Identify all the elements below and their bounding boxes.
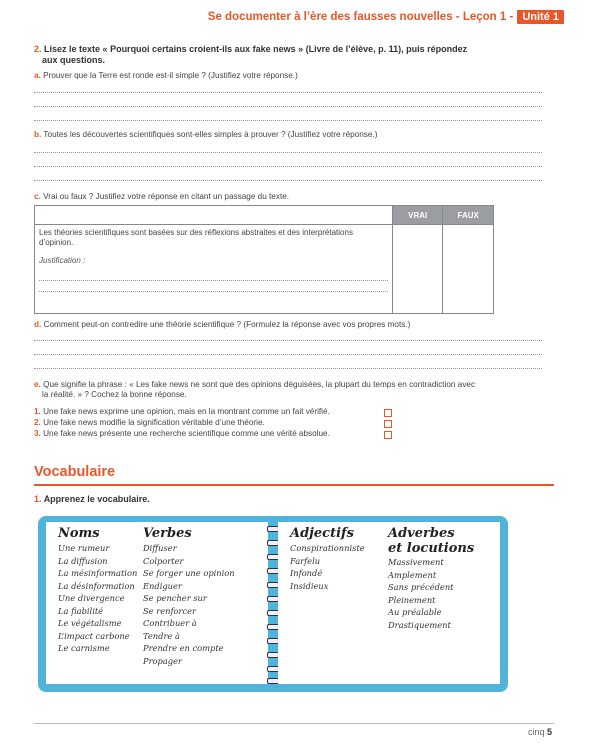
vocab-item: Infondé (290, 568, 323, 578)
vocab-item: Le végétalisme (58, 618, 122, 628)
unit-badge: Unité 1 (517, 10, 564, 24)
option-number: 2. (34, 418, 41, 427)
vocab-item: Prendre en compte (143, 643, 224, 653)
vocab-item: Pleinement (388, 594, 436, 605)
option-number: 1. (34, 407, 41, 416)
vocab-notebook (38, 516, 508, 692)
sub-question-c (34, 192, 289, 202)
vocab-item: L’impact carbone (58, 630, 130, 641)
vocab-item: Colporter (143, 555, 184, 566)
answer-line[interactable] (34, 120, 542, 121)
vocab-item: Insidieux (290, 580, 329, 591)
header-title: Se documenter à l’ère des fausses nouvelles - Leçon 1 - (207, 11, 514, 23)
true-false-table (34, 205, 494, 314)
vocab-item: Propager (143, 655, 182, 666)
adjectifs-heading: Adjectifs (290, 526, 354, 541)
answer-line[interactable] (34, 340, 542, 341)
option-2 (34, 418, 265, 428)
vocab-item: Massivement (388, 557, 444, 567)
vocab-item: Se forger une opinion (143, 568, 235, 578)
justification-line[interactable] (39, 280, 388, 281)
page-number-label: cinq (527, 727, 545, 737)
statement-text: Les théories scientifiques sont basées sur des réflexions abstraites et des interprétations d’opinion. (39, 228, 353, 247)
vocab-item: Conspirationniste (290, 543, 365, 553)
option-1 (34, 407, 330, 417)
label-e: e. (34, 380, 41, 389)
adverbes-heading: Adverbes (388, 526, 455, 541)
col-vrai: VRAI (392, 206, 443, 225)
vocab-item: La désinformation (58, 580, 135, 591)
notebook-left-page (46, 522, 268, 684)
section-divider (34, 484, 554, 486)
adverbes-heading-line2: et locutions (388, 541, 475, 556)
vocab-item: Diffuser (143, 543, 177, 553)
sub-question-e (34, 380, 574, 400)
notebook-right-page (278, 522, 500, 684)
vrai-cell[interactable] (392, 225, 443, 314)
page-header (208, 10, 564, 24)
answer-line[interactable] (34, 180, 542, 181)
text-d: Comment peut-on contredire une théorie scientifique ? (Formulez la réponse avec vos propres mots.) (43, 320, 411, 329)
noms-column (58, 526, 137, 655)
vocab-item: Drastiquement (388, 619, 451, 630)
text-e-line1: Que signifie la phrase : « Les fake news ne sont que des opinions déguisées, la plupart du temps en contradiction avec (43, 380, 476, 389)
vocab-item: Au préalable (388, 607, 442, 617)
vocab-item: La mésinformation (58, 568, 138, 578)
vocab-item: Se renforcer (143, 605, 197, 616)
text-c: Vrai ou faux ? Justifiez votre réponse en citant un passage du texte. (43, 192, 290, 201)
sub-question-b (34, 130, 377, 140)
text-e-line2: la réalité. » ? Cochez la bonne réponse. (42, 390, 187, 399)
verbes-column (143, 526, 235, 667)
answer-line[interactable] (34, 166, 542, 167)
sub-question-a (34, 71, 298, 81)
vocab-item: Se pencher sur (143, 593, 207, 603)
question-text-line2: aux questions. (42, 55, 106, 65)
label-a: a. (34, 71, 41, 80)
vocab-item: Sans précédent (388, 582, 454, 592)
vocab-item: Contribuer à (143, 618, 197, 628)
adjectifs-column (290, 526, 365, 592)
option-3 (34, 429, 330, 439)
adverbes-column (388, 526, 474, 631)
question-2 (34, 44, 574, 66)
answer-line[interactable] (34, 106, 542, 107)
table-header-empty (35, 206, 393, 225)
label-b: b. (34, 130, 42, 139)
statement-cell (35, 225, 393, 314)
option-1-checkbox[interactable] (384, 409, 392, 417)
col-faux: FAUX (443, 206, 494, 225)
noms-heading: Noms (58, 526, 100, 541)
answer-line[interactable] (34, 368, 542, 369)
justification-label: Justification : (39, 256, 86, 265)
vocab-item: Amplement (388, 569, 437, 580)
text-a: Prouver que la Terre est ronde est-il simple ? (Justifiez votre réponse.) (43, 71, 298, 80)
sub-question-d (34, 320, 410, 330)
option-text: Une fake news exprime une opinion, mais en la montrant comme un fait vérifié. (43, 407, 330, 416)
text-b: Toutes les découvertes scientifiques sont-elles simples à prouver ? (Justifiez votre réponse.) (43, 130, 378, 139)
answer-line[interactable] (34, 354, 542, 355)
vocab-item: Tendre à (143, 630, 180, 641)
option-3-checkbox[interactable] (384, 431, 392, 439)
question-text-line1: Lisez le texte « Pourquoi certains croient-ils aux fake news » (Livre de l’élève, p. 11), puis répondez (44, 44, 468, 54)
faux-cell[interactable] (443, 225, 494, 314)
vocab-item: Farfelu (290, 555, 321, 566)
vocab-item: Une divergence (58, 593, 125, 603)
vocab-instruction (34, 494, 150, 505)
justification-line[interactable] (39, 291, 388, 292)
label-d: d. (34, 320, 42, 329)
vocab-title: Vocabulaire (34, 464, 116, 480)
vocab-item: Endiguer (143, 580, 182, 591)
option-number: 3. (34, 429, 41, 438)
page-number (528, 727, 552, 737)
footer-divider (34, 723, 554, 724)
option-text: Une fake news modifie la signification véritable d’une théorie. (43, 418, 265, 427)
option-2-checkbox[interactable] (384, 420, 392, 428)
instruction-text: Apprenez le vocabulaire. (43, 494, 150, 504)
vocab-section-title (34, 464, 115, 480)
label-c: c. (34, 192, 41, 201)
vocab-item: Une rumeur (58, 543, 110, 553)
verbes-heading: Verbes (143, 526, 192, 541)
question-number: 2. (34, 44, 42, 54)
answer-line[interactable] (34, 152, 542, 153)
answer-line[interactable] (34, 92, 542, 93)
vocab-item: La fiabilité (58, 605, 104, 616)
instruction-number: 1. (34, 494, 42, 504)
option-text: Une fake news présente une recherche scientifique comme une vérité absolue. (43, 429, 330, 438)
vocab-item: La diffusion (58, 555, 108, 566)
vocab-item: Le carnisme (58, 643, 110, 653)
page-number-value: 5 (546, 727, 552, 737)
